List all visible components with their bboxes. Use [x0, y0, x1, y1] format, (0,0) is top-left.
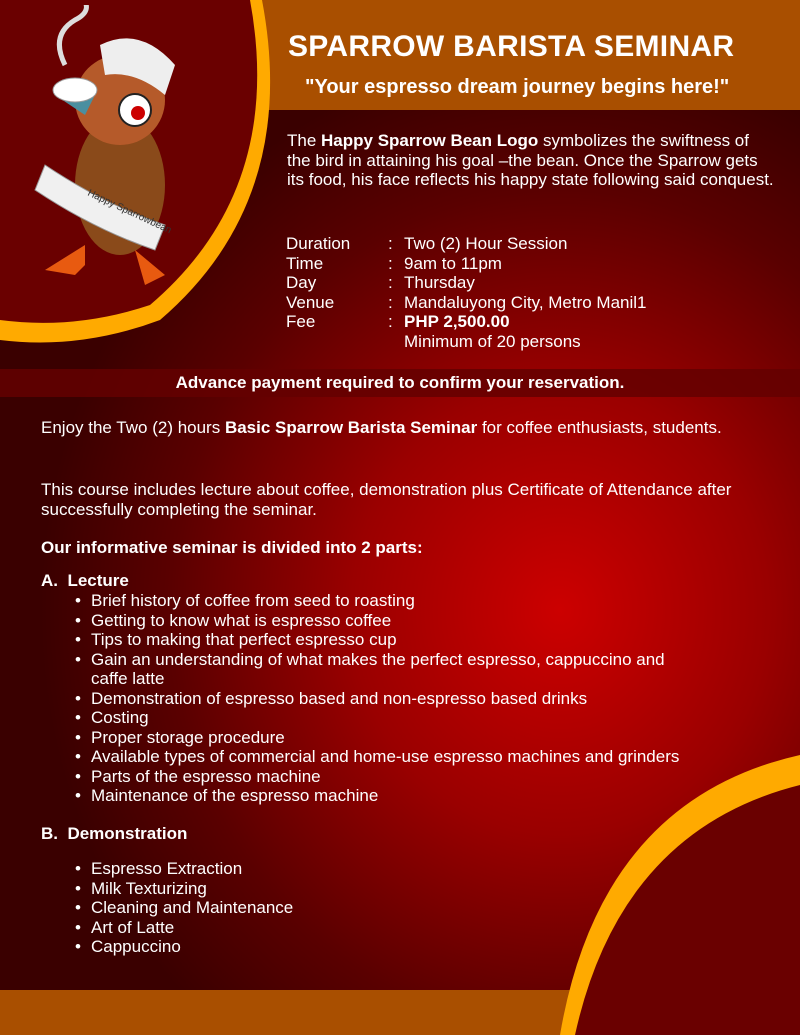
detail-separator: :: [388, 292, 393, 312]
demo-list: [73, 859, 473, 957]
sparrow-logo: [25, 5, 195, 295]
course-paragraph: This course includes lecture about coffee, demonstration plus Certificate of Attendance after successfully completing the seminar.: [41, 480, 732, 519]
list-item: • Cappuccino: [73, 937, 473, 957]
detail-value: Thursday: [404, 273, 475, 292]
detail-separator: :: [388, 312, 393, 331]
intro-prefix: The: [287, 131, 322, 150]
detail-separator: :: [388, 234, 393, 253]
lecture-list: [73, 591, 680, 806]
fee-note: Minimum of 20 persons: [404, 331, 581, 351]
detail-row: [286, 312, 647, 351]
intro-rest: symbolizes the swiftness of the bird in attaining his goal –the bean. Once the Sparrow gets its food, his face reflects his happy state following said conquest.: [287, 131, 774, 189]
detail-row: [286, 234, 647, 254]
list-item: • Milk Texturizing: [73, 879, 473, 899]
enjoy-bold: Basic Sparrow Barista Seminar: [224, 418, 478, 437]
enjoy-rest: for coffee enthusiasts, students.: [477, 418, 722, 437]
parts-heading: Our informative seminar is divided into 2 parts:: [41, 538, 423, 557]
list-item: • Cleaning and Maintenance: [73, 898, 473, 918]
demo-heading: B. Demonstration: [41, 824, 188, 843]
detail-label: Duration: [286, 234, 351, 253]
logo-text: Happy Sparrowbean: [85, 187, 174, 237]
details-table: [286, 234, 647, 351]
lecture-heading: A. Lecture: [41, 571, 129, 590]
enjoy-paragraph: [41, 418, 761, 438]
list-item: • Available types of commercial and home-use espresso machines and grinders: [73, 747, 673, 767]
list-item: • Getting to know what is espresso coffee: [73, 611, 673, 631]
fee-value: PHP 2,500.00: [404, 312, 510, 331]
list-item: • Brief history of coffee from seed to roasting: [73, 591, 673, 611]
detail-value: Two (2) Hour Session: [404, 234, 568, 253]
list-item: • Tips to making that perfect espresso cup: [73, 630, 673, 650]
intro-paragraph: [287, 131, 777, 190]
list-item: • Espresso Extraction: [73, 859, 473, 879]
detail-value: Mandaluyong City, Metro Manil1: [404, 292, 647, 312]
enjoy-prefix: Enjoy the Two (2) hours: [41, 418, 225, 437]
list-item: • Maintenance of the espresso machine: [73, 786, 673, 806]
detail-separator: :: [388, 273, 393, 292]
list-item: • Parts of the espresso machine: [73, 767, 673, 787]
detail-label: Fee: [286, 312, 316, 331]
page-title: SPARROW BARISTA SEMINAR: [288, 30, 735, 63]
list-item: • Costing: [73, 708, 673, 728]
list-item: • Gain an understanding of what makes the perfect espresso, cappuccino and caffe latte: [73, 650, 673, 689]
detail-row: [286, 293, 647, 313]
detail-label: Day: [286, 273, 317, 292]
detail-separator: :: [388, 253, 393, 273]
detail-row: [286, 254, 647, 274]
detail-value: 9am to 11pm: [404, 253, 502, 273]
list-item: • Demonstration of espresso based and non-espresso based drinks: [73, 689, 673, 709]
list-item: • Art of Latte: [73, 918, 473, 938]
tagline: "Your espresso dream journey begins here!": [305, 76, 730, 98]
list-item: • Proper storage procedure: [73, 728, 673, 748]
intro-bold: Happy Sparrow Bean Logo: [321, 131, 539, 150]
detail-row: [286, 273, 647, 293]
payment-notice: Advance payment required to confirm your reservation.: [0, 369, 800, 397]
detail-label: Time: [286, 253, 324, 273]
detail-label: Venue: [286, 292, 335, 312]
